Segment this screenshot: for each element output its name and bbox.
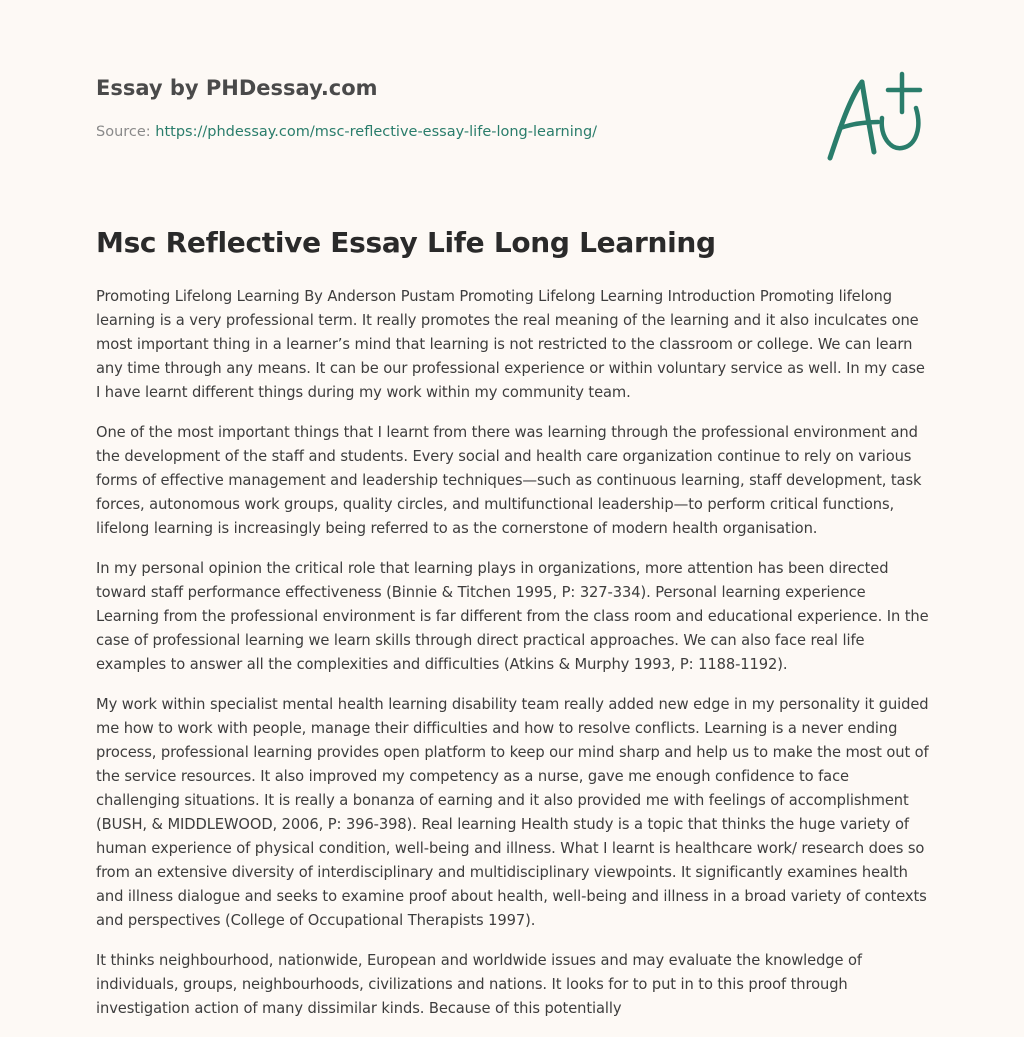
a-plus-logo-icon bbox=[822, 68, 930, 164]
page-title: Msc Reflective Essay Life Long Learning bbox=[96, 226, 716, 259]
source-link[interactable]: https://phdessay.com/msc-reflective-essay-life-long-learning/ bbox=[155, 124, 598, 140]
source-line bbox=[96, 124, 597, 140]
essay-paragraph: Promoting Lifelong Learning By Anderson Pustam Promoting Lifelong Learning Introduction Promoting lifelong learning is a very professional term. It really promotes the real meaning of the learning and it also inculcates one most important thing in a learner’s mind that learning is not restricted to the classroom or college. We can learn any time through any means. It can be our professional experience or within voluntary service as well. In my case I have learnt different things during my work within my community team. bbox=[96, 288, 925, 401]
essay-paragraph: In my personal opinion the critical role that learning plays in organizations, more attention has been directed toward staff performance effectiveness (Binnie & Titchen 1995, P: 327-334). Personal learning experience Learning from the professional environment is far different from the class room and educational experience. In the case of professional learning we learn skills through direct practical approaches. We can also face real life examples to answer all the complexities and difficulties (Atkins & Murphy 1993, P: 1188-1192). bbox=[96, 560, 929, 673]
essay-paragraph: My work within specialist mental health learning disability team really added new edge in my personality it guided me how to work with people, manage their difficulties and how to resolve conflicts. Learning is a never ending process, professional learning provides open platform to keep our mind sharp and help us to make the most out of the service resources. It also improved my competency as a nurse, gave me enough confidence to face challenging situations. It is really a bonanza of earning and it also provided me with feelings of accomplishment (BUSH, & MIDDLEWOOD, 2006, P: 396-398). Real learning Health study is a topic that thinks the huge variety of human experience of physical condition, well-being and illness. What I learnt is healthcare work/ research does so from an extensive diversity of interdisciplinary and multidisciplinary viewpoints. It significantly examines health and illness dialogue and seeks to examine proof about health, well-being and illness in a broad variety of contexts and perspectives (College of Occupational Therapists 1997). bbox=[96, 696, 929, 929]
essay-paragraph: One of the most important things that I learnt from there was learning through the professional environment and the development of the staff and students. Every social and health care organization continue to rely on various forms of effective management and leadership techniques—such as continuous learning, staff development, task forces, autonomous work groups, quality circles, and multifunctional leadership—to perform critical functions, lifelong learning is increasingly being referred to as the cornerstone of modern health organisation. bbox=[96, 424, 922, 537]
essay-body bbox=[96, 285, 932, 1037]
essay-paragraph: It thinks neighbourhood, nationwide, European and worldwide issues and may evaluate the knowledge of individuals, groups, neighbourhoods, civilizations and nations. It looks for to put in to this proof through investigation action of many dissimilar kinds. Because of this potentially bbox=[96, 952, 862, 1017]
source-label: Source: bbox=[96, 124, 151, 140]
site-brand: Essay by PHDessay.com bbox=[96, 76, 378, 100]
